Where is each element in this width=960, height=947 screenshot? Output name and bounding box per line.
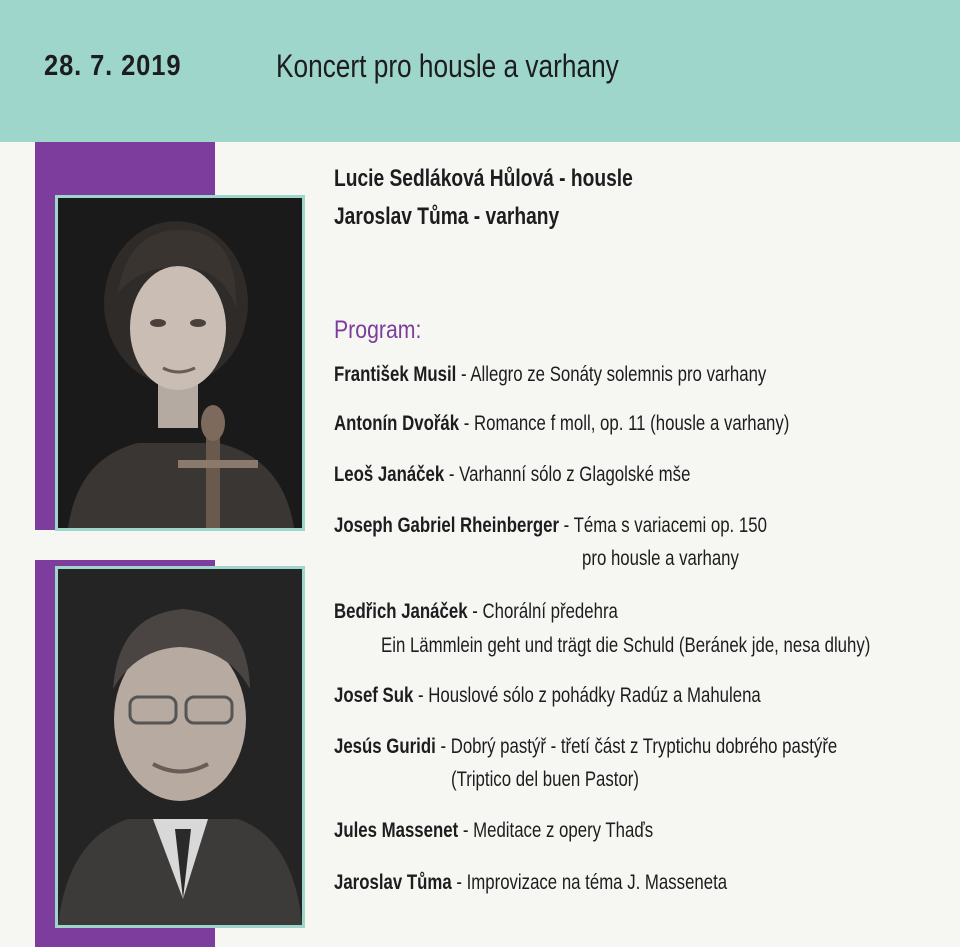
- composer: Josef Suk: [334, 684, 414, 707]
- composer: Jules Massenet: [334, 819, 459, 842]
- strip-gap: [35, 530, 215, 560]
- work: - Varhanní sólo z Glagolské mše: [444, 463, 691, 486]
- header-band: [0, 0, 960, 142]
- program-item: [334, 363, 766, 387]
- program-item: [334, 871, 727, 895]
- composer: Bedřich Janáček: [334, 600, 468, 623]
- violinist-photo: [55, 195, 305, 531]
- concert-date: 28. 7. 2019: [44, 50, 182, 82]
- program-item: [334, 735, 837, 759]
- program-item: [334, 819, 653, 843]
- program-item: [334, 600, 618, 624]
- work: - Téma s variacemi op. 150: [559, 514, 767, 537]
- composer: Joseph Gabriel Rheinberger: [334, 514, 559, 537]
- program-item: [334, 412, 789, 436]
- work-continuation: pro housle a varhany: [582, 547, 739, 570]
- composer: Jaroslav Tůma: [334, 871, 452, 894]
- work: - Allegro ze Sonáty solemnis pro varhany: [456, 363, 767, 386]
- performer-organ: Jaroslav Tůma - varhany: [334, 203, 560, 230]
- concert-title: Koncert pro housle a varhany: [276, 48, 619, 84]
- program-item: [334, 684, 761, 708]
- composer: Antonín Dvořák: [334, 412, 460, 435]
- work: - Houslové sólo z pohádky Radúz a Mahulena: [413, 684, 761, 707]
- performer-violin: Lucie Sedláková Hůlová - housle: [334, 165, 633, 192]
- composer: František Musil: [334, 363, 457, 386]
- work-continuation: Ein Lämmlein geht und trägt die Schuld (Beránek jde, nesa dluhy): [381, 634, 871, 657]
- work: - Dobrý pastýř - třetí část z Tryptichu dobrého pastýře: [435, 735, 838, 758]
- composer: Leoš Janáček: [334, 463, 445, 486]
- program-label: Program:: [334, 316, 422, 344]
- work: - Chorální předehra: [467, 600, 618, 623]
- work: - Improvizace na téma J. Masseneta: [451, 871, 728, 894]
- composer: Jesús Guridi: [334, 735, 436, 758]
- work: - Romance f moll, op. 11 (housle a varhany): [459, 412, 790, 435]
- program-item: [334, 514, 767, 538]
- program-item: [334, 463, 690, 487]
- work-continuation: (Triptico del buen Pastor): [451, 768, 639, 791]
- organist-photo: [55, 566, 305, 928]
- work: - Meditace z opery Thaďs: [458, 819, 654, 842]
